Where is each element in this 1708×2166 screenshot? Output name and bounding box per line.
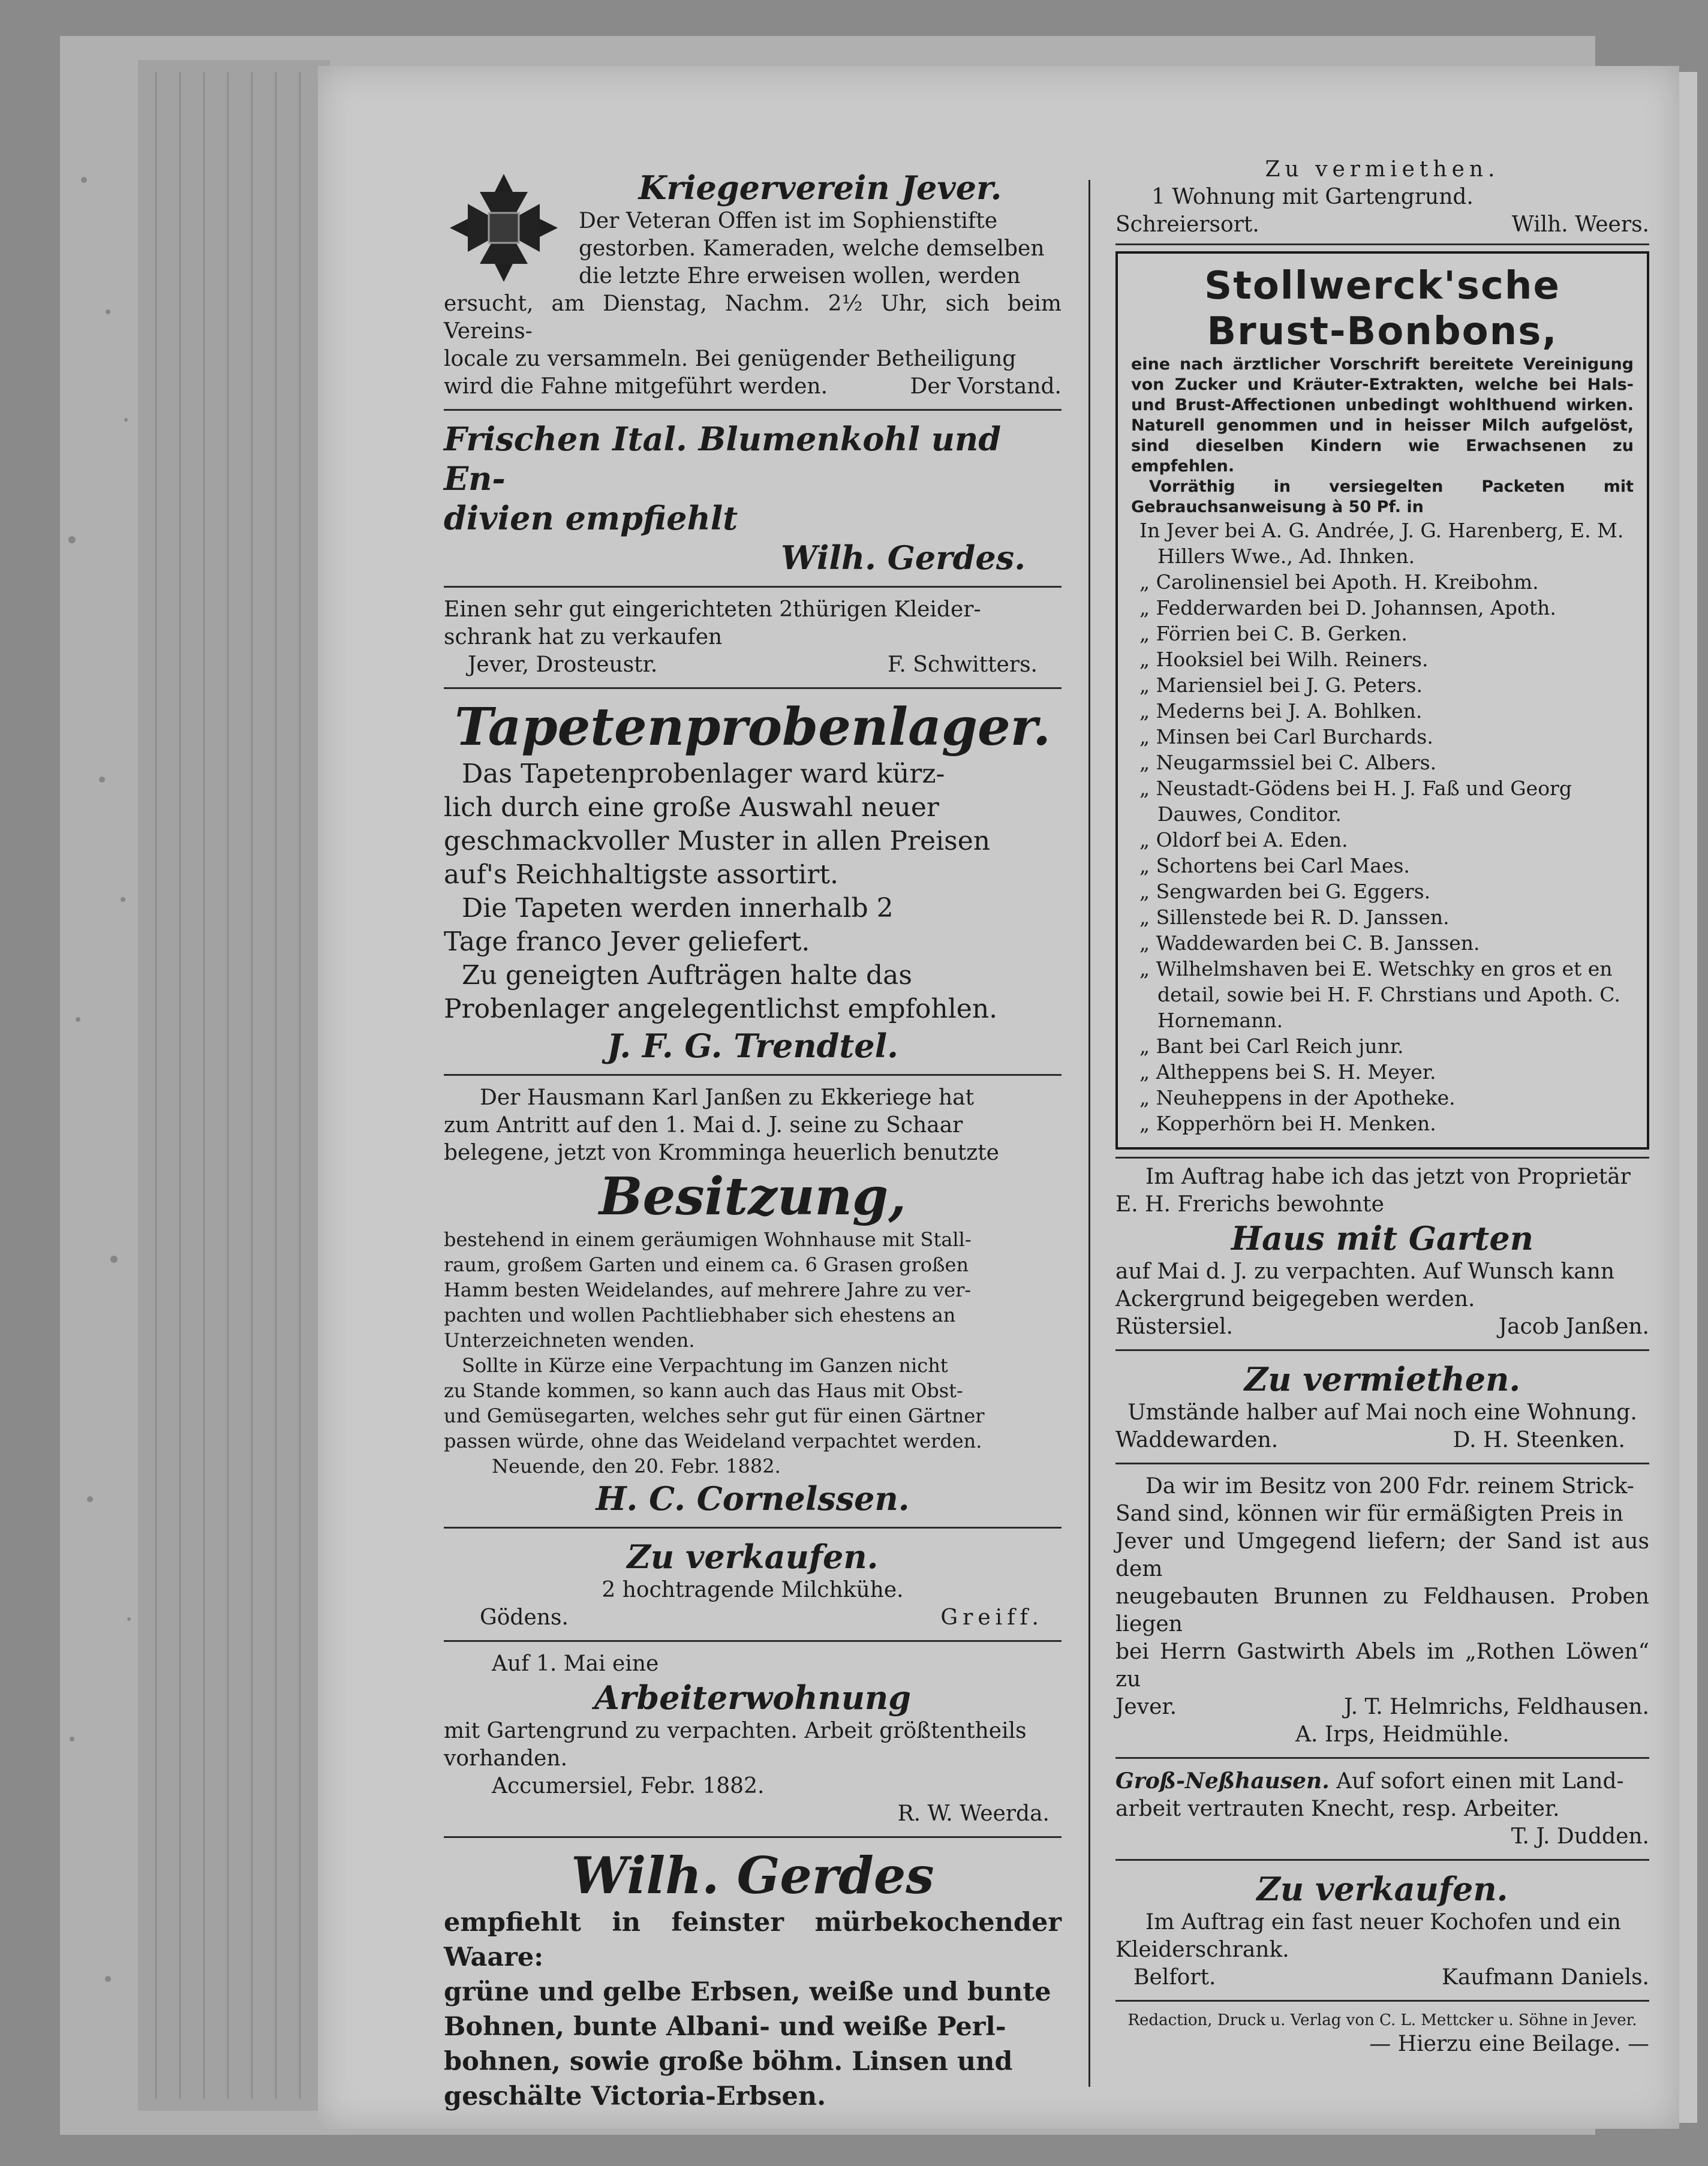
besitzung-line: Sollte in Kürze eine Verpachtung im Ganzen nicht xyxy=(462,1354,948,1377)
besitzung-line: zu Stande kommen, so kann auch das Haus mit Obst- xyxy=(444,1379,963,1402)
ad-vermiethen-weers xyxy=(1115,156,1649,239)
haus-title: Haus mit Garten xyxy=(1231,1219,1533,1258)
arbeiter-line: vorhanden. xyxy=(444,1746,568,1771)
ad-stollwerck xyxy=(1115,251,1649,1150)
ad-besitzung xyxy=(444,1084,1062,1518)
krieger-title: Kriegerverein Jever. xyxy=(638,169,1002,207)
sand-line: Da wir im Besitz von 200 Fdr. reinem Strick- xyxy=(1145,1474,1634,1499)
newspaper-page xyxy=(318,66,1679,2129)
besitzung-date: Neuende, den 20. Febr. 1882. xyxy=(492,1455,781,1478)
stollwerck-dealer: „ Hooksiel bei Wilh. Reiners. xyxy=(1139,648,1429,671)
milchkuehe-title: Zu verkaufen. xyxy=(627,1538,879,1576)
stollwerck-dealer: „ Sillenstede bei R. D. Janssen. xyxy=(1139,905,1450,929)
vermiethen1-line: 1 Wohnung mit Gartengrund. xyxy=(1151,185,1474,209)
ad-blumenkohl xyxy=(444,419,1062,577)
haus-intro: E. H. Frerichs bewohnte xyxy=(1115,1192,1384,1217)
haus-signature: Jacob Janßen. xyxy=(1498,1314,1649,1339)
ad-vermiethen-steenken xyxy=(1115,1359,1649,1454)
besitzung-line: und Gemüsegarten, welches sehr gut für einen Gärtner xyxy=(444,1404,985,1427)
separator-rule xyxy=(1115,1757,1649,1759)
schrank-line: schrank hat zu verkaufen xyxy=(444,625,723,649)
kochofen-line: Im Auftrag ein fast neuer Kochofen und ein xyxy=(1145,1910,1621,1935)
separator-rule xyxy=(444,1527,1062,1529)
besitzung-intro: zum Antritt auf den 1. Mai d. J. seine zu Schaar xyxy=(444,1113,963,1138)
ad-kriegerverein xyxy=(444,168,1062,401)
krieger-line: die letzte Ehre erweisen wollen, werden xyxy=(579,264,1021,288)
stollwerck-dealer: „ Carolinensiel bei Apoth. H. Kreibohm. xyxy=(1139,570,1539,594)
ad-haus-mit-garten xyxy=(1115,1163,1649,1341)
ad-arbeiterwohnung xyxy=(444,1650,1062,1828)
separator-rule xyxy=(444,409,1062,411)
milchkuehe-line: 2 hochtragende Milchkühe. xyxy=(602,1578,904,1602)
blumenkohl-signature: Wilh. Gerdes. xyxy=(781,539,1026,577)
vermiethen2-place: Waddewarden. xyxy=(1115,1428,1279,1452)
stollwerck-dealer: „ Sengwarden bei G. Eggers. xyxy=(1139,880,1431,903)
vermiethen1-title: Zu vermiethen. xyxy=(1265,157,1500,182)
ad-tapetenprobenlager xyxy=(444,697,1062,1066)
arbeiter-signature: R. W. Weerda. xyxy=(897,1801,1050,1826)
besitzung-line: bestehend in einem geräumigen Wohnhause mit Stall- xyxy=(444,1228,972,1251)
knecht-line: Auf sofort einen mit Land- xyxy=(1336,1769,1624,1794)
stollwerck-dealer: „ Waddewarden bei C. B. Janssen. xyxy=(1139,931,1480,955)
tapeten-signature: J. F. G. Trendtel. xyxy=(607,1027,898,1065)
haus-line: Ackergrund beigegeben werden. xyxy=(1115,1287,1475,1311)
tapeten-line: Probenlager angelegentlichst empfohlen. xyxy=(444,994,998,1024)
stollwerck-body2: Vorräthig in versiegelten Packeten mit Gebrauchsanweisung à 50 Pf. in xyxy=(1131,477,1634,516)
vermiethen1-place: Schreiersort. xyxy=(1115,212,1259,237)
schrank-signature: F. Schwitters. xyxy=(888,652,1038,677)
tapeten-line: Tage franco Jever geliefert. xyxy=(444,926,810,957)
tapeten-line: auf's Reichhaltigste assortirt. xyxy=(444,859,838,890)
ad-sand xyxy=(1115,1473,1649,1749)
krieger-signature: Der Vorstand. xyxy=(910,374,1062,399)
vermiethen2-signature: D. H. Steenken. xyxy=(1453,1428,1625,1452)
haus-line: auf Mai d. J. zu verpachten. Auf Wunsch kann xyxy=(1115,1259,1615,1284)
krieger-line: locale zu versammeln. Bei genügender Betheiligung xyxy=(444,347,1017,371)
kochofen-place: Belfort. xyxy=(1133,1965,1216,1990)
separator-rule xyxy=(1115,1157,1649,1159)
sand-line: bei Herrn Gastwirth Abels im „Rothen Löwen“ zu xyxy=(1115,1639,1649,1692)
separator-rule xyxy=(1115,243,1649,245)
sand-line: Sand sind, können wir für ermäßigten Preis in xyxy=(1115,1502,1623,1526)
separator-rule xyxy=(444,1836,1062,1838)
knecht-lead: Groß-Neßhausen. xyxy=(1115,1768,1330,1794)
separator-rule xyxy=(444,1074,1062,1076)
blumenkohl-line: divien empfiehlt xyxy=(444,499,738,537)
right-column xyxy=(1115,156,1649,2058)
schrank-place: Jever, Drosteustr. xyxy=(468,652,658,677)
separator-rule xyxy=(444,586,1062,588)
ad-milchkuehe xyxy=(444,1537,1062,1632)
imprint-line: Redaction, Druck u. Verlag von C. L. Mettcker u. Söhne in Jever. xyxy=(1127,2011,1637,2029)
blumenkohl-line: Frischen Ital. Blumenkohl und En- xyxy=(444,420,1002,498)
stollwerck-dealer: „ Altheppens bei S. H. Meyer. xyxy=(1139,1060,1436,1084)
besitzung-intro: belegene, jetzt von Kromminga heuerlich benutzte xyxy=(444,1141,999,1165)
besitzung-line: pachten und wollen Pachtliebhaber sich ehestens an xyxy=(444,1304,956,1326)
tapeten-line: lich durch eine große Auswahl neuer xyxy=(444,792,939,823)
vermiethen2-title: Zu vermiethen. xyxy=(1244,1360,1521,1398)
stollwerck-dealer: „ Wilhelmshaven bei E. Wetschky en gros et en detail, sowie bei H. F. Chrstians und Apoth. C. Hornemann. xyxy=(1139,957,1620,1032)
stollwerck-dealer: „ Schortens bei Carl Maes. xyxy=(1139,854,1410,877)
kochofen-signature: Kaufmann Daniels. xyxy=(1441,1965,1649,1990)
left-column xyxy=(444,168,1062,2114)
kochofen-line: Kleiderschrank. xyxy=(1115,1938,1289,1962)
imprint xyxy=(1115,2010,1649,2058)
besitzung-signature: H. C. Cornelssen. xyxy=(596,1479,910,1518)
krieger-line: wird die Fahne mitgeführt werden. xyxy=(444,374,828,399)
gerdes-line: empfiehlt in feinster mürbekochender Waare: xyxy=(444,1908,1062,1972)
milchkuehe-place: Gödens. xyxy=(480,1605,569,1630)
ad-wilh-gerdes xyxy=(444,1846,1062,2114)
gerdes-title: Wilh. Gerdes xyxy=(571,1846,934,1905)
stollwerck-body: eine nach ärztlicher Vorschrift bereitete Vereinigung von Zucker und Kräuter-Extrakten, welche bei Hals- und Brust-Affectionen unbedingt wohlthuend wirken. Naturell genommen und in heisser Milch aufgelöst, sind dieselben Kindern wie Erwachsenen zu empfehlen. xyxy=(1131,355,1634,476)
imprint-beilage: — Hierzu eine Beilage. — xyxy=(1369,2032,1649,2056)
arbeiter-date: Accumersiel, Febr. 1882. xyxy=(492,1774,765,1798)
tapeten-line: Zu geneigten Aufträgen halte das xyxy=(462,960,912,991)
haus-place: Rüstersiel. xyxy=(1115,1314,1233,1339)
arbeiter-line: mit Gartengrund zu verpachten. Arbeit größtentheils xyxy=(444,1719,1027,1743)
krieger-line: Der Veteran Offen ist im Sophienstifte xyxy=(579,209,998,233)
besitzung-line: raum, großem Garten und einem ca. 6 Grasen großen xyxy=(444,1253,969,1276)
stollwerck-dealer: „ Bant bei Carl Reich junr. xyxy=(1139,1034,1404,1058)
tapeten-line: Das Tapetenprobenlager ward kürz- xyxy=(462,759,945,789)
column-divider xyxy=(1088,180,1090,2087)
stollwerck-dealer: In Jever bei A. G. Andrée, J. G. Harenberg, E. M. Hillers Wwe., Ad. Ihnken. xyxy=(1139,519,1624,568)
vermiethen1-signature: Wilh. Weers. xyxy=(1511,212,1649,237)
separator-rule xyxy=(444,687,1062,689)
kochofen-title: Zu verkaufen. xyxy=(1256,1870,1508,1908)
stollwerck-dealer: „ Oldorf bei A. Eden. xyxy=(1139,828,1348,852)
besitzung-title: Besitzung, xyxy=(599,1166,907,1227)
stollwerck-dealer: „ Mariensiel bei J. G. Peters. xyxy=(1139,673,1423,697)
krieger-line: ersucht, am Dienstag, Nachm. 2½ Uhr, sich beim Vereins- xyxy=(444,291,1062,344)
gerdes-line: bohnen, sowie große böhm. Linsen und xyxy=(444,2047,1013,2077)
stollwerck-dealer: „ Neugarmssiel bei C. Albers. xyxy=(1139,751,1437,774)
arbeiter-title: Arbeiterwohnung xyxy=(594,1678,912,1717)
sand-line: Jever und Umgegend liefern; der Sand ist aus dem xyxy=(1115,1529,1649,1581)
sand-signature-2: A. Irps, Heidmühle. xyxy=(1295,1722,1509,1747)
schrank-line: Einen sehr gut eingerichteten 2thürigen Kleider- xyxy=(444,597,981,622)
sand-signature-1: J. T. Helmrichs, Feldhausen. xyxy=(1343,1695,1649,1719)
stollwerck-dealer: „ Fedderwarden bei D. Johannsen, Apoth. xyxy=(1139,596,1556,619)
besitzung-line: Hamm besten Weidelandes, auf mehrere Jahre zu ver- xyxy=(444,1278,972,1301)
stollwerck-dealer: „ Minsen bei Carl Burchards. xyxy=(1139,725,1433,748)
sand-place: Jever. xyxy=(1115,1695,1177,1719)
separator-rule xyxy=(1115,1859,1649,1861)
milchkuehe-signature: Greiff. xyxy=(940,1605,1044,1630)
sand-line: neugebauten Brunnen zu Feldhausen. Proben liegen xyxy=(1115,1584,1649,1636)
stollwerck-title-1: Stollwerck'sche xyxy=(1204,264,1560,308)
gerdes-line: geschälte Victoria-Erbsen. xyxy=(444,2081,826,2111)
stollwerck-dealer: „ Förrien bei C. B. Gerken. xyxy=(1139,622,1408,645)
separator-rule xyxy=(1115,2000,1649,2002)
stollwerck-dealer: „ Kopperhörn bei H. Menken. xyxy=(1139,1112,1436,1135)
haus-intro: Im Auftrag habe ich das jetzt von Proprietär xyxy=(1145,1165,1631,1189)
iron-cross-icon xyxy=(444,168,564,288)
krieger-line: gestorben. Kameraden, welche demselben xyxy=(579,236,1045,261)
knecht-signature: T. J. Dudden. xyxy=(1511,1824,1649,1849)
knecht-line: arbeit vertrauten Knecht, resp. Arbeiter. xyxy=(1115,1797,1560,1821)
gerdes-line: Bohnen, bunte Albani- und weiße Perl- xyxy=(444,2012,1006,2042)
tapeten-line: Die Tapeten werden innerhalb 2 xyxy=(462,893,894,923)
ad-knecht xyxy=(1115,1767,1649,1851)
arbeiter-intro: Auf 1. Mai eine xyxy=(492,1651,659,1676)
besitzung-line: passen würde, ohne das Weideland verpachtet werden. xyxy=(444,1430,982,1452)
tapeten-line: geschmackvoller Muster in allen Preisen xyxy=(444,826,991,856)
besitzung-intro: Der Hausmann Karl Janßen zu Ekkeriege hat xyxy=(480,1085,975,1110)
stollwerck-dealer: „ Neustadt-Gödens bei H. J. Faß und Georg Dauwes, Conditor. xyxy=(1139,777,1572,826)
ad-kochofen xyxy=(1115,1869,1649,1991)
ad-kleiderschrank xyxy=(444,596,1062,679)
tapeten-title: Tapetenprobenlager. xyxy=(454,697,1051,757)
separator-rule xyxy=(444,1640,1062,1642)
separator-rule xyxy=(1115,1463,1649,1464)
besitzung-line: Unterzeichneten wenden. xyxy=(444,1329,695,1352)
separator-rule xyxy=(1115,1349,1649,1351)
stollwerck-dealer: „ Mederns bei J. A. Bohlken. xyxy=(1139,699,1423,723)
stollwerck-title-2: Brust-Bonbons, xyxy=(1207,309,1558,354)
vermiethen2-line: Umstände halber auf Mai noch eine Wohnung. xyxy=(1127,1400,1637,1425)
stollwerck-dealer: „ Neuheppens in der Apotheke. xyxy=(1139,1086,1456,1109)
gerdes-line: grüne und gelbe Erbsen, weiße und bunte xyxy=(444,1977,1051,2007)
